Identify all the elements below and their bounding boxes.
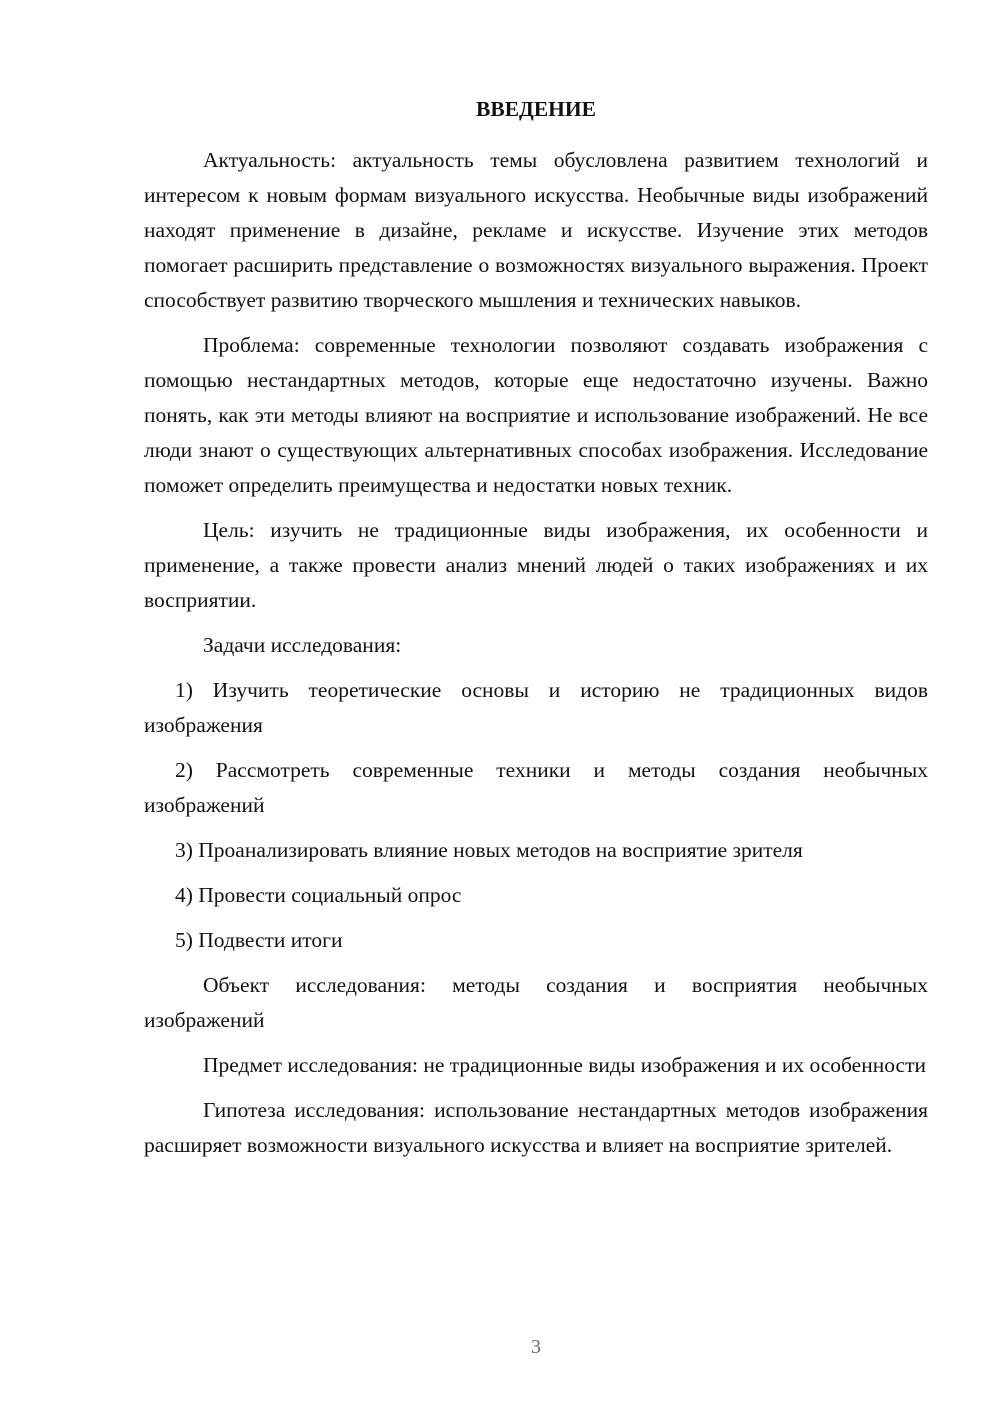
relevance-paragraph: Актуальность: актуальность темы обусловлена развитием технологий и интересом к новым формам визуального искусства. Необычные виды изображений находят применение в дизайне, рекламе и искусстве. Изучение этих методов помогает расширить представление о возможностях визуального выражения. Проект способствует развитию творческого мышления и технических навыков. <box>144 148 928 312</box>
document-body <box>144 143 928 1173</box>
task-item-2: 2) Рассмотреть современные техники и методы создания необычных изображений <box>144 758 928 817</box>
hypothesis-paragraph: Гипотеза исследования: использование нестандартных методов изображения расширяет возможности визуального искусства и влияет на восприятие зрителей. <box>144 1098 928 1157</box>
object-paragraph: Объект исследования: методы создания и восприятия необычных изображений <box>144 973 928 1032</box>
task-item-1: 1) Изучить теоретические основы и историю не традиционных видов изображения <box>144 678 928 737</box>
section-title: ВВЕДЕНИЕ <box>476 97 596 121</box>
page-number: 3 <box>531 1336 541 1358</box>
goal-paragraph: Цель: изучить не традиционные виды изображения, их особенности и применение, а также провести анализ мнений людей о таких изображениях и их восприятии. <box>144 518 928 612</box>
subject-paragraph: Предмет исследования: не традиционные виды изображения и их особенности <box>203 1053 926 1077</box>
task-item-3: 3) Проанализировать влияние новых методов на восприятие зрителя <box>175 838 803 862</box>
task-item-4: 4) Провести социальный опрос <box>175 883 462 907</box>
tasks-heading: Задачи исследования: <box>203 633 402 657</box>
task-item-5: 5) Подвести итоги <box>175 928 343 952</box>
problem-paragraph: Проблема: современные технологии позволяют создавать изображения с помощью нестандартных методов, которые еще недостаточно изучены. Важно понять, как эти методы влияют на восприятие и использование изображений. Не все люди знают о существующих альтернативных способах изображения. Исследование поможет определить преимущества и недостатки новых техник. <box>144 333 928 497</box>
